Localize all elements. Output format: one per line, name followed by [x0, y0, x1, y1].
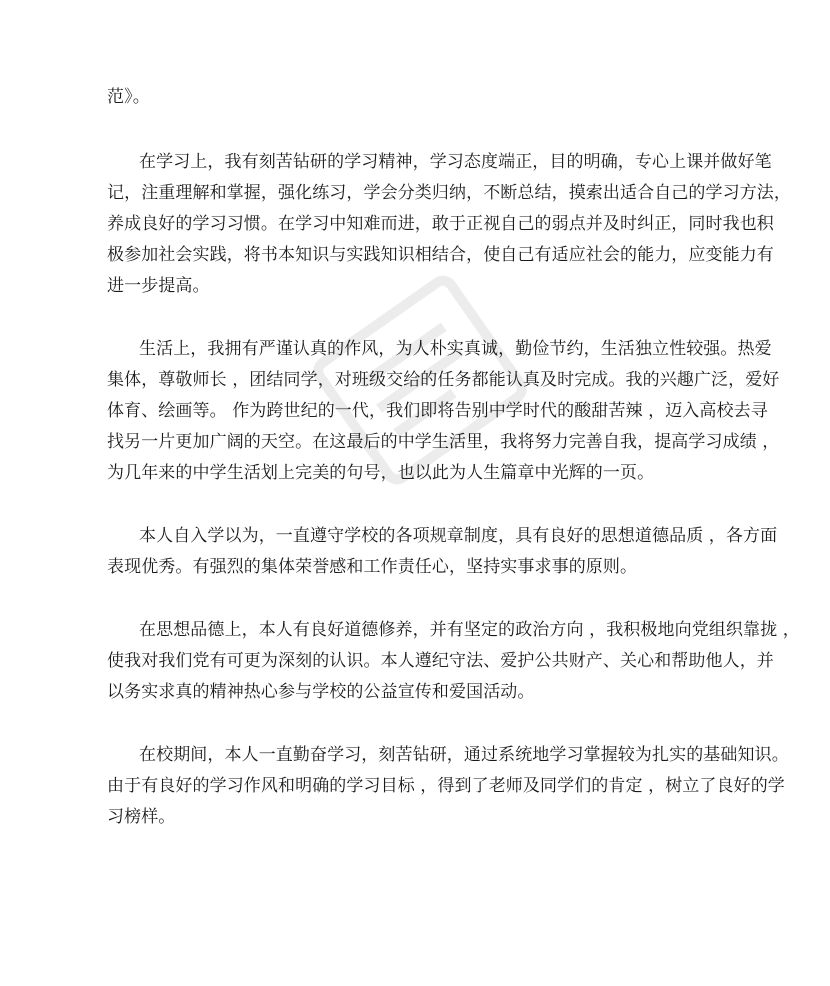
text-line: 体育、绘画等。 作为跨世纪的一代，我们即将告别中学时代的酸甜苦辣 ，迈入高校去寻: [107, 401, 768, 421]
text-line: 在思想品德上，本人有良好道德修养，并有坚定的政治方向 ，我积极地向党组织靠拢 ，: [139, 620, 800, 640]
text-line: 生活上，我拥有严谨认真的作风，为人朴实真诚，勤俭节约，生活独立性较强。热爱: [139, 339, 772, 359]
text-line: 在校期间，本人一直勤奋学习，刻苦钻研，通过系统地学习掌握较为扎实的基础知识。: [139, 745, 789, 765]
text-line: 使我对我们党有可更为深刻的认识。本人遵纪守法、爱护公共财产、关心和帮助他人，并: [107, 651, 774, 671]
paragraph-study: [107, 147, 791, 302]
paragraph-conduct: [107, 521, 778, 583]
text-line: 极参加社会实践，将书本知识与实践知识相结合，使自己有适应社会的能力，应变能力有: [107, 245, 774, 265]
text-line: 记，注重理解和掌握，强化练习，学会分类归纳，不断总结，摸索出适合自己的学习方法，: [107, 183, 791, 203]
paragraph-morality: [107, 615, 800, 708]
text-line: 在学习上，我有刻苦钻研的学习精神，学习态度端正，目的明确，专心上课并做好笔: [139, 152, 772, 172]
paragraph-life: [107, 334, 780, 489]
text-line: 集体，尊敬师长 ，团结同学，对班级交给的任务都能认真及时完成。我的兴趣广泛，爱好: [107, 370, 780, 390]
text-line: 找另一片更加广阔的天空。在这最后的中学生活里，我将努力完善自我，提高学习成绩 ，: [107, 432, 780, 452]
paragraph-continuation: [107, 82, 727, 113]
paragraph-school-period: [107, 740, 789, 833]
text-line: 以务实求真的精神热心参与学校的公益宣传和爱国活动。: [107, 682, 535, 702]
text-line: 范》。: [107, 87, 150, 107]
text-line: 本人自入学以为，一直遵守学校的各项规章制度，具有良好的思想道德品质 ，各方面: [139, 526, 778, 546]
text-line: 进一步提高。: [107, 276, 210, 296]
text-line: 养成良好的学习习惯。在学习中知难而进，敢于正视自己的弱点并及时纠正，同时我也积: [107, 214, 774, 234]
document-body: [107, 82, 800, 865]
text-line: 为几年来的中学生活划上完美的句号，也以此为人生篇章中光辉的一页。: [107, 463, 655, 483]
text-line: 表现优秀。有强烈的集体荣誉感和工作责任心，坚持实事求事的原则。: [107, 557, 638, 577]
text-line: 由于有良好的学习作风和明确的学习目标 ，得到了老师及同学们的肯定 ，树立了良好的学: [107, 776, 785, 796]
text-line: 习榜样。: [107, 807, 176, 827]
